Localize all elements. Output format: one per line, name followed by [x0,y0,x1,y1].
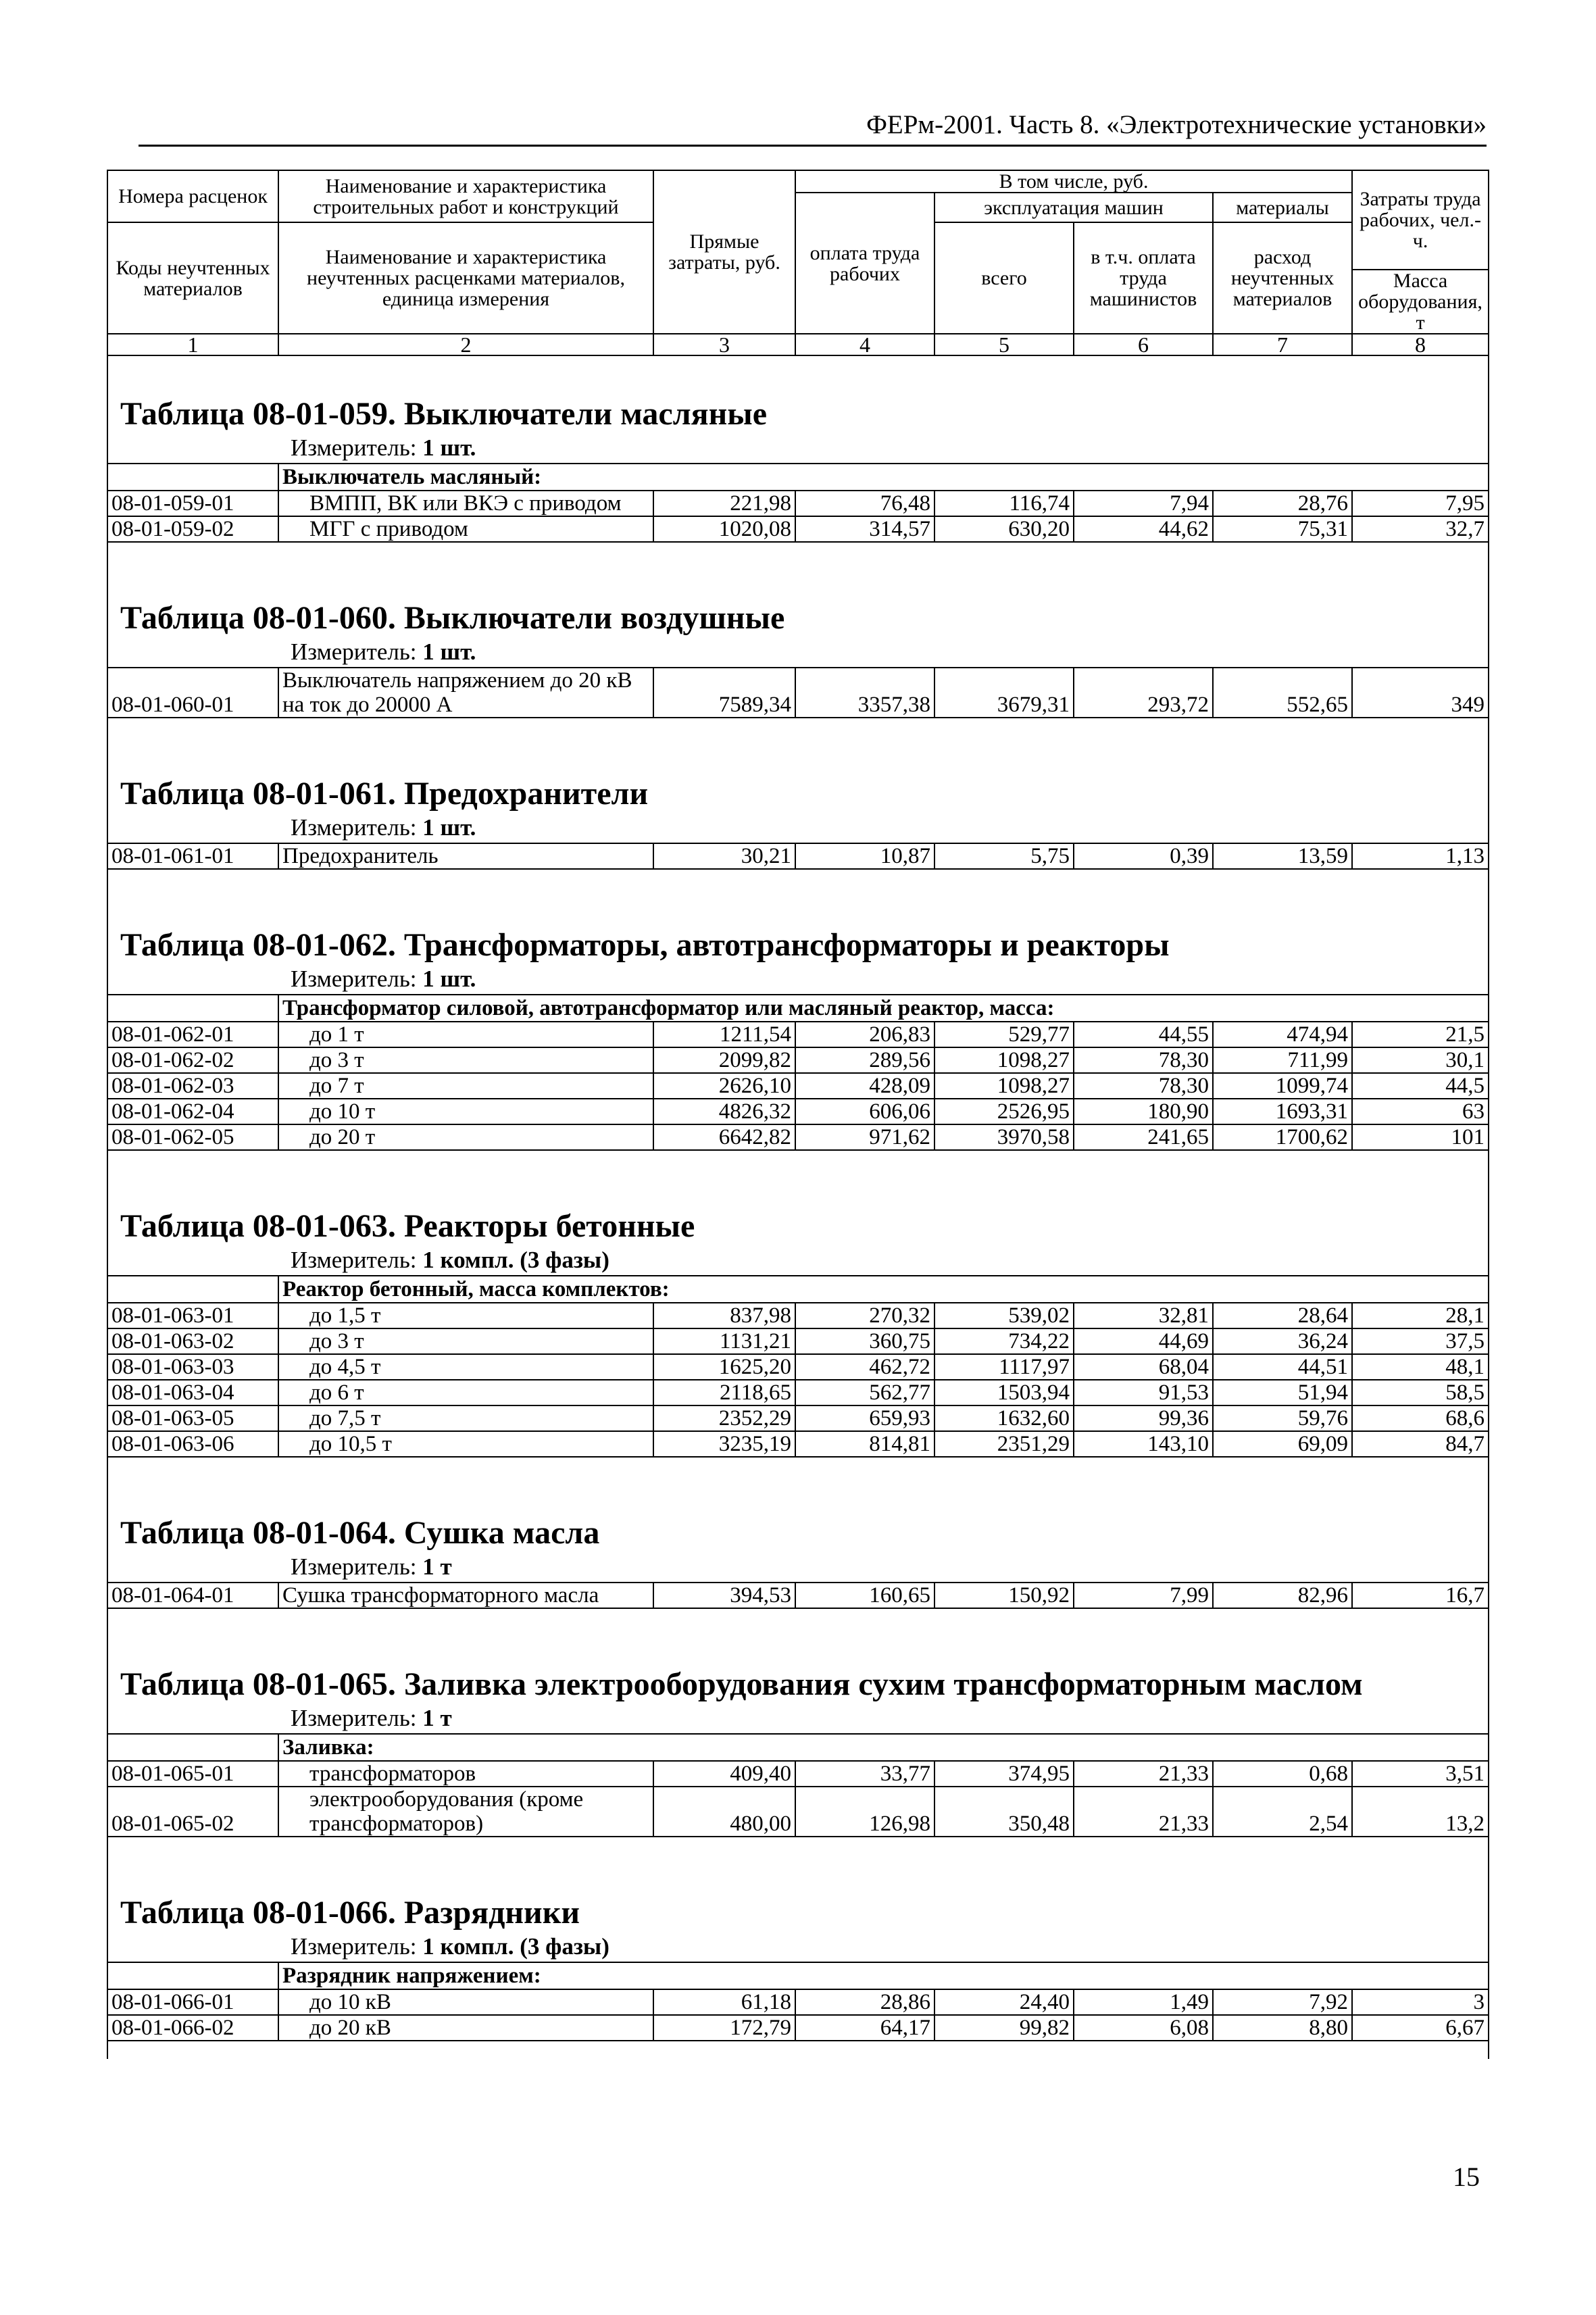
machines-total: 150,92 [934,1583,1074,1608]
meter-row [107,1932,1489,1962]
table-row [107,1583,1489,1608]
col-unaccounted-materials: расход неучтенных материалов [1213,222,1352,334]
rate-code: 08-01-062-05 [107,1124,278,1150]
direct-costs: 837,98 [653,1303,795,1328]
col-material-codes: Коды неучтенных материалов [107,222,278,334]
group-heading-row [107,995,1489,1022]
machinist-pay: 44,55 [1074,1022,1213,1047]
machinist-pay: 78,30 [1074,1073,1213,1099]
rate-name: до 10 т [278,1099,653,1124]
machinist-pay: 7,94 [1074,491,1213,516]
direct-costs: 480,00 [653,1787,795,1837]
worker-pay: 562,77 [795,1380,934,1405]
col-number: 2 [278,334,653,355]
direct-costs: 3235,19 [653,1431,795,1457]
rate-code: 08-01-063-01 [107,1303,278,1328]
worker-pay: 462,72 [795,1354,934,1380]
labor-costs: 21,5 [1352,1022,1489,1047]
rate-name: до 10 кВ [278,1989,653,2015]
machines-total: 2351,29 [934,1431,1074,1457]
machines-total: 630,20 [934,516,1074,542]
group-heading: Заливка: [278,1734,1489,1761]
rate-name: Предохранитель [278,843,653,869]
unaccounted-materials: 28,64 [1213,1303,1352,1328]
spacer-cell [107,869,1489,887]
machines-total: 350,48 [934,1787,1074,1837]
col-material-name: Наименование и характеристика неучтенных расценками материалов, единица измерения [278,222,653,334]
group-code-cell [107,995,278,1022]
unaccounted-materials: 1693,31 [1213,1099,1352,1124]
rate-name: Сушка трансформаторного масла [278,1583,653,1608]
machines-total: 24,40 [934,1989,1074,2015]
meter [107,964,1489,995]
rate-code: 08-01-060-01 [107,668,278,718]
meter-value: 1 т [422,1553,452,1580]
table-row [107,1431,1489,1457]
section-spacer [107,1150,1489,1168]
meter-row [107,813,1489,843]
spacer-cell [107,1837,1489,1855]
labor-costs: 7,95 [1352,491,1489,516]
section-title-row [107,1168,1489,1245]
machinist-pay: 7,99 [1074,1583,1213,1608]
meter-value: 1 компл. (3 фазы) [422,1933,609,1960]
group-code-cell [107,1276,278,1303]
machines-total: 1098,27 [934,1047,1074,1073]
direct-costs: 1625,20 [653,1354,795,1380]
group-heading-row [107,1276,1489,1303]
section-title: Таблица 08-01-061. Предохранители [107,736,1489,813]
table-row [107,516,1489,542]
rate-code: 08-01-059-02 [107,516,278,542]
spacer-cell [107,1608,1489,1626]
direct-costs: 2118,65 [653,1380,795,1405]
meter-row [107,433,1489,464]
meter [107,1245,1489,1276]
section-title-row [107,736,1489,813]
machinist-pay: 99,36 [1074,1405,1213,1431]
machines-total: 116,74 [934,491,1074,516]
direct-costs: 394,53 [653,1583,795,1608]
group-heading-row [107,1734,1489,1761]
machines-total: 1098,27 [934,1073,1074,1099]
worker-pay: 3357,38 [795,668,934,718]
rate-code: 08-01-064-01 [107,1583,278,1608]
table-row [107,1022,1489,1047]
worker-pay: 64,17 [795,2015,934,2041]
section-title: Таблица 08-01-063. Реакторы бетонные [107,1168,1489,1245]
direct-costs: 61,18 [653,1989,795,2015]
unaccounted-materials: 51,94 [1213,1380,1352,1405]
spacer-cell [107,1457,1489,1475]
col-group-materials: материалы [1213,193,1352,222]
group-code-cell [107,1962,278,1989]
machines-total: 99,82 [934,2015,1074,2041]
worker-pay: 289,56 [795,1047,934,1073]
table-row [107,491,1489,516]
col-number: 7 [1213,334,1352,355]
unaccounted-materials: 552,65 [1213,668,1352,718]
machinist-pay: 180,90 [1074,1099,1213,1124]
labor-costs: 44,5 [1352,1073,1489,1099]
worker-pay: 314,57 [795,516,934,542]
rate-name: до 7 т [278,1073,653,1099]
spacer-cell [107,718,1489,736]
rate-name: электрооборудования (кроме трансформаторов) [278,1787,653,1837]
worker-pay: 814,81 [795,1431,934,1457]
worker-pay: 606,06 [795,1099,934,1124]
meter-label: Измеритель: [291,639,417,665]
rate-name: до 3 т [278,1328,653,1354]
group-heading: Трансформатор силовой, автотрансформатор или масляный реактор, масса: [278,995,1489,1022]
table-row [107,1989,1489,2015]
direct-costs: 30,21 [653,843,795,869]
rate-code: 08-01-062-02 [107,1047,278,1073]
meter [107,1703,1489,1734]
meter-row [107,1245,1489,1276]
rate-code: 08-01-063-02 [107,1328,278,1354]
machinist-pay: 0,39 [1074,843,1213,869]
meter-label: Измеритель: [291,1247,417,1273]
group-heading: Разрядник напряжением: [278,1962,1489,1989]
machinist-pay: 143,10 [1074,1431,1213,1457]
meter-row [107,1552,1489,1583]
section-spacer [107,718,1489,736]
worker-pay: 206,83 [795,1022,934,1047]
section-title: Таблица 08-01-060. Выключатели воздушные [107,560,1489,637]
machinist-pay: 91,53 [1074,1380,1213,1405]
table-body [107,355,1489,2059]
meter [107,1552,1489,1583]
direct-costs: 2352,29 [653,1405,795,1431]
col-work-name: Наименование и характеристика строительных работ и конструкций [278,170,653,222]
group-heading: Реактор бетонный, масса комплектов: [278,1276,1489,1303]
labor-costs: 1,13 [1352,843,1489,869]
machines-total: 529,77 [934,1022,1074,1047]
meter [107,813,1489,843]
direct-costs: 2626,10 [653,1073,795,1099]
rate-code: 08-01-063-06 [107,1431,278,1457]
meter [107,433,1489,464]
spacer-cell [107,1150,1489,1168]
rate-name: до 7,5 т [278,1405,653,1431]
section-title-row [107,1855,1489,1932]
unaccounted-materials: 8,80 [1213,2015,1352,2041]
unaccounted-materials: 36,24 [1213,1328,1352,1354]
rate-name: трансформаторов [278,1761,653,1787]
direct-costs: 172,79 [653,2015,795,2041]
running-header-title: ФЕРм-2001. Часть 8. «Электротехнические установки» [866,110,1487,139]
worker-pay: 971,62 [795,1124,934,1150]
unaccounted-materials: 69,09 [1213,1431,1352,1457]
meter-label: Измеритель: [291,1933,417,1960]
table-row [107,1047,1489,1073]
section-title-row [107,1475,1489,1552]
meter-value: 1 шт. [422,814,476,841]
labor-costs: 101 [1352,1124,1489,1150]
meter-value: 1 шт. [422,434,476,461]
meter-row [107,637,1489,668]
table-row [107,1761,1489,1787]
rate-code: 08-01-063-03 [107,1354,278,1380]
machines-total: 3970,58 [934,1124,1074,1150]
meter [107,1932,1489,1962]
col-number: 6 [1074,334,1213,355]
col-number: 8 [1352,334,1489,355]
rate-name: МГГ с приводом [278,516,653,542]
worker-pay: 360,75 [795,1328,934,1354]
section-title: Таблица 08-01-066. Разрядники [107,1855,1489,1932]
col-group-including: В том числе, руб. [795,170,1352,193]
table-row [107,1303,1489,1328]
direct-costs: 7589,34 [653,668,795,718]
machines-total: 2526,95 [934,1099,1074,1124]
meter-row [107,1703,1489,1734]
table-row [107,1099,1489,1124]
spacer-cell [107,2041,1489,2059]
labor-costs: 28,1 [1352,1303,1489,1328]
col-machinist-pay: в т.ч. оплата труда машинистов [1074,222,1213,334]
labor-costs: 48,1 [1352,1354,1489,1380]
col-machines-total: всего [934,222,1074,334]
direct-costs: 1211,54 [653,1022,795,1047]
rate-name: ВМПП, ВК или ВКЭ с приводом [278,491,653,516]
table-row [107,2015,1489,2041]
unaccounted-materials: 75,31 [1213,516,1352,542]
col-labor-costs: Затраты труда рабочих, чел.-ч. [1352,170,1489,270]
rate-code: 08-01-063-05 [107,1405,278,1431]
rate-code: 08-01-059-01 [107,491,278,516]
machinist-pay: 68,04 [1074,1354,1213,1380]
table-row [107,1787,1489,1837]
labor-costs: 37,5 [1352,1328,1489,1354]
machinist-pay: 21,33 [1074,1787,1213,1837]
machinist-pay: 241,65 [1074,1124,1213,1150]
machinist-pay: 44,69 [1074,1328,1213,1354]
machinist-pay: 293,72 [1074,668,1213,718]
worker-pay: 428,09 [795,1073,934,1099]
group-heading-row [107,1962,1489,1989]
rate-name: до 20 кВ [278,2015,653,2041]
meter-label: Измеритель: [291,966,417,992]
labor-costs: 3,51 [1352,1761,1489,1787]
group-heading: Выключатель масляный: [278,464,1489,491]
section-title-row [107,560,1489,637]
labor-costs: 32,7 [1352,516,1489,542]
rate-name: до 10,5 т [278,1431,653,1457]
unaccounted-materials: 2,54 [1213,1787,1352,1837]
unaccounted-materials: 474,94 [1213,1022,1352,1047]
section-title: Таблица 08-01-062. Трансформаторы, автотрансформаторы и реакторы [107,887,1489,964]
machinist-pay: 32,81 [1074,1303,1213,1328]
spacer-cell [107,542,1489,560]
labor-costs: 349 [1352,668,1489,718]
machines-total: 3679,31 [934,668,1074,718]
labor-costs: 13,2 [1352,1787,1489,1837]
col-rates-numbers: Номера расценок [107,170,278,222]
rate-name: до 1,5 т [278,1303,653,1328]
table-row [107,1380,1489,1405]
direct-costs: 409,40 [653,1761,795,1787]
rate-code: 08-01-062-03 [107,1073,278,1099]
unaccounted-materials: 0,68 [1213,1761,1352,1787]
machines-total: 1117,97 [934,1354,1074,1380]
col-worker-pay: оплата труда рабочих [795,193,934,334]
labor-costs: 68,6 [1352,1405,1489,1431]
worker-pay: 76,48 [795,491,934,516]
machines-total: 1632,60 [934,1405,1074,1431]
unaccounted-materials: 1099,74 [1213,1073,1352,1099]
meter-label: Измеритель: [291,1705,417,1731]
table-row [107,1405,1489,1431]
col-direct-costs: Прямые затраты, руб. [653,170,795,334]
table-row [107,1073,1489,1099]
meter-value: 1 шт. [422,966,476,992]
group-heading-row [107,464,1489,491]
section-title: Таблица 08-01-065. Заливка электрооборудования сухим трансформаторным маслом [107,1626,1489,1703]
running-header [139,108,1487,147]
rate-code: 08-01-062-01 [107,1022,278,1047]
table-row [107,668,1489,718]
col-group-machines: эксплуатация машин [934,193,1213,222]
col-equipment-mass: Масса оборудования, т [1352,270,1489,334]
meter-label: Измеритель: [291,1553,417,1580]
table-row [107,843,1489,869]
labor-costs: 84,7 [1352,1431,1489,1457]
worker-pay: 33,77 [795,1761,934,1787]
unaccounted-materials: 1700,62 [1213,1124,1352,1150]
direct-costs: 6642,82 [653,1124,795,1150]
unaccounted-materials: 82,96 [1213,1583,1352,1608]
rate-name: до 4,5 т [278,1354,653,1380]
worker-pay: 659,93 [795,1405,934,1431]
section-spacer [107,1608,1489,1626]
direct-costs: 1131,21 [653,1328,795,1354]
labor-costs: 6,67 [1352,2015,1489,2041]
direct-costs: 4826,32 [653,1099,795,1124]
machinist-pay: 78,30 [1074,1047,1213,1073]
machines-total: 374,95 [934,1761,1074,1787]
worker-pay: 126,98 [795,1787,934,1837]
labor-costs: 63 [1352,1099,1489,1124]
section-spacer [107,869,1489,887]
section-spacer [107,2041,1489,2059]
rate-name: до 20 т [278,1124,653,1150]
rate-name: до 1 т [278,1022,653,1047]
worker-pay: 160,65 [795,1583,934,1608]
col-number: 3 [653,334,795,355]
group-code-cell [107,1734,278,1761]
table-row [107,1328,1489,1354]
worker-pay: 28,86 [795,1989,934,2015]
table-row [107,1124,1489,1150]
group-code-cell [107,464,278,491]
norms-table [107,170,1489,2059]
meter-value: 1 компл. (3 фазы) [422,1247,609,1273]
labor-costs: 30,1 [1352,1047,1489,1073]
unaccounted-materials: 13,59 [1213,843,1352,869]
rate-code: 08-01-061-01 [107,843,278,869]
machinist-pay: 21,33 [1074,1761,1213,1787]
table-row [107,1354,1489,1380]
rate-code: 08-01-065-01 [107,1761,278,1787]
section-title-row [107,1626,1489,1703]
rate-name: Выключатель напряжением до 20 кВ на ток до 20000 А [278,668,653,718]
section-title: Таблица 08-01-059. Выключатели масляные [107,355,1489,433]
machinist-pay: 44,62 [1074,516,1213,542]
section-title-row [107,355,1489,433]
machinist-pay: 6,08 [1074,2015,1213,2041]
page-number: 15 [1453,2162,1480,2192]
unaccounted-materials: 28,76 [1213,491,1352,516]
labor-costs: 3 [1352,1989,1489,2015]
rate-name: до 6 т [278,1380,653,1405]
meter-value: 1 т [422,1705,452,1731]
rate-code: 08-01-066-01 [107,1989,278,2015]
unaccounted-materials: 711,99 [1213,1047,1352,1073]
labor-costs: 58,5 [1352,1380,1489,1405]
worker-pay: 10,87 [795,843,934,869]
meter-label: Измеритель: [291,814,417,841]
col-number: 5 [934,334,1074,355]
direct-costs: 221,98 [653,491,795,516]
machines-total: 1503,94 [934,1380,1074,1405]
section-spacer [107,1457,1489,1475]
unaccounted-materials: 44,51 [1213,1354,1352,1380]
labor-costs: 16,7 [1352,1583,1489,1608]
meter [107,637,1489,668]
direct-costs: 2099,82 [653,1047,795,1073]
rate-code: 08-01-065-02 [107,1787,278,1837]
section-spacer [107,542,1489,560]
machines-total: 734,22 [934,1328,1074,1354]
worker-pay: 270,32 [795,1303,934,1328]
rate-code: 08-01-063-04 [107,1380,278,1405]
unaccounted-materials: 7,92 [1213,1989,1352,2015]
machines-total: 5,75 [934,843,1074,869]
rate-name: до 3 т [278,1047,653,1073]
machinist-pay: 1,49 [1074,1989,1213,2015]
col-number: 4 [795,334,934,355]
unaccounted-materials: 59,76 [1213,1405,1352,1431]
direct-costs: 1020,08 [653,516,795,542]
rate-code: 08-01-066-02 [107,2015,278,2041]
section-spacer [107,1837,1489,1855]
table-header [107,170,1489,355]
rate-code: 08-01-062-04 [107,1099,278,1124]
section-title-row [107,887,1489,964]
col-number: 1 [107,334,278,355]
meter-row [107,964,1489,995]
meter-value: 1 шт. [422,639,476,665]
meter-label: Измеритель: [291,434,417,461]
machines-total: 539,02 [934,1303,1074,1328]
section-title: Таблица 08-01-064. Сушка масла [107,1475,1489,1552]
